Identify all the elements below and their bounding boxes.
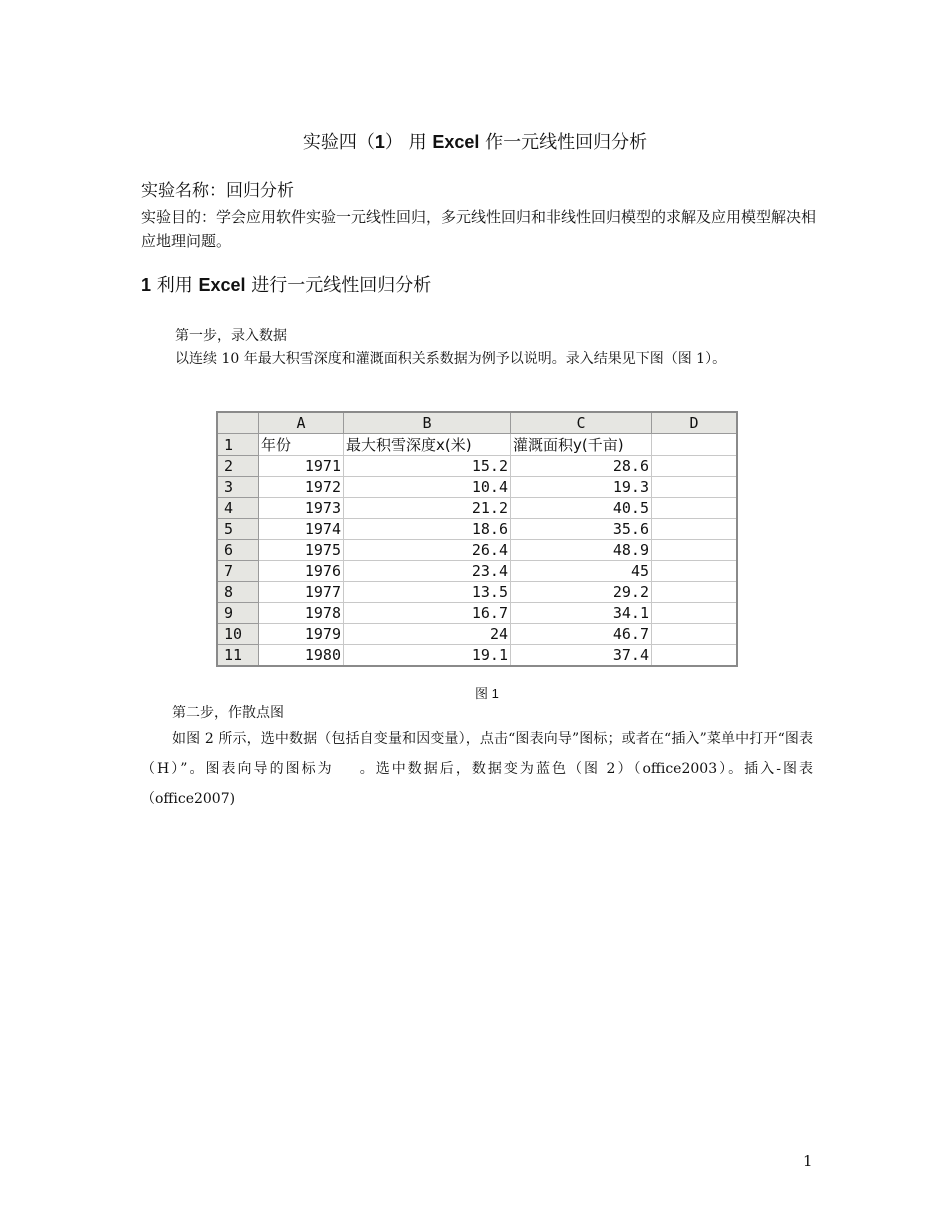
corner-cell[interactable] xyxy=(217,412,259,434)
cell[interactable]: 21.2 xyxy=(344,498,511,519)
cell[interactable]: 18.6 xyxy=(344,519,511,540)
step2-title: 第二步，作散点图 xyxy=(172,705,284,721)
cell[interactable]: 37.4 xyxy=(511,645,652,667)
cell[interactable]: 13.5 xyxy=(344,582,511,603)
cell[interactable]: 29.2 xyxy=(511,582,652,603)
row-header[interactable]: 8 xyxy=(217,582,259,603)
row-header[interactable]: 3 xyxy=(217,477,259,498)
row-header[interactable]: 1 xyxy=(217,434,259,456)
row-header[interactable]: 5 xyxy=(217,519,259,540)
table-row xyxy=(217,498,737,519)
cell[interactable] xyxy=(652,477,738,498)
table-row xyxy=(217,477,737,498)
cell[interactable] xyxy=(652,519,738,540)
table-row xyxy=(217,603,737,624)
cell[interactable]: 1976 xyxy=(259,561,344,582)
cell[interactable]: 40.5 xyxy=(511,498,652,519)
cell[interactable]: 1971 xyxy=(259,456,344,477)
row-header[interactable]: 10 xyxy=(217,624,259,645)
table-row xyxy=(217,434,737,456)
cell[interactable]: 35.6 xyxy=(511,519,652,540)
cell[interactable]: 28.6 xyxy=(511,456,652,477)
figure-caption: 图 1 xyxy=(475,686,499,701)
cell[interactable] xyxy=(652,603,738,624)
table-row xyxy=(217,519,737,540)
cell[interactable]: 16.7 xyxy=(344,603,511,624)
cell[interactable]: 1979 xyxy=(259,624,344,645)
cell[interactable] xyxy=(652,434,738,456)
cell[interactable]: 1975 xyxy=(259,540,344,561)
cell[interactable] xyxy=(652,645,738,667)
cell[interactable]: 48.9 xyxy=(511,540,652,561)
spreadsheet-table xyxy=(216,411,738,667)
cell[interactable] xyxy=(652,498,738,519)
cell[interactable]: 26.4 xyxy=(344,540,511,561)
cell[interactable]: 年份 xyxy=(259,434,344,456)
table-row xyxy=(217,624,737,645)
step1-title: 第一步，录入数据 xyxy=(175,328,287,344)
cell[interactable]: 19.3 xyxy=(511,477,652,498)
step1-body: 以连续 10 年最大积雪深度和灌溉面积关系数据为例予以说明。录入结果见下图（图 1）。 xyxy=(175,351,727,367)
row-header[interactable]: 9 xyxy=(217,603,259,624)
column-header-row xyxy=(217,412,737,434)
cell[interactable] xyxy=(652,540,738,561)
column-header-c[interactable]: C xyxy=(511,412,652,434)
cell[interactable]: 1974 xyxy=(259,519,344,540)
cell[interactable]: 1973 xyxy=(259,498,344,519)
cell[interactable]: 灌溉面积y(千亩) xyxy=(511,434,652,456)
cell[interactable]: 34.1 xyxy=(511,603,652,624)
table-row xyxy=(217,456,737,477)
cell[interactable]: 1972 xyxy=(259,477,344,498)
cell[interactable]: 1980 xyxy=(259,645,344,667)
column-header-b[interactable]: B xyxy=(344,412,511,434)
cell[interactable] xyxy=(652,561,738,582)
cell[interactable]: 15.2 xyxy=(344,456,511,477)
cell[interactable]: 最大积雪深度x(米) xyxy=(344,434,511,456)
table-row xyxy=(217,645,737,667)
section-heading: 1 利用 Excel 进行一元线性回归分析 xyxy=(141,275,432,296)
table-row xyxy=(217,582,737,603)
page-title: 实验四（1） 用 Excel 作一元线性回归分析 xyxy=(302,132,648,153)
cell[interactable]: 45 xyxy=(511,561,652,582)
cell[interactable]: 10.4 xyxy=(344,477,511,498)
cell[interactable]: 23.4 xyxy=(344,561,511,582)
cell[interactable] xyxy=(652,624,738,645)
cell[interactable]: 46.7 xyxy=(511,624,652,645)
cell[interactable]: 1978 xyxy=(259,603,344,624)
column-header-a[interactable]: A xyxy=(259,412,344,434)
table-row xyxy=(217,561,737,582)
experiment-purpose: 实验目的：学会应用软件实验一元线性回归，多元线性回归和非线性回归模型的求解及应用模型解决相应地理问题。 xyxy=(141,208,817,250)
step2-body: 如图 2 所示，选中数据（包括自变量和因变量），点击“图表向导”图标；或者在“插入”菜单中打开“图表（H）”。图表向导的图标为 。选中数据后，数据变为蓝色（图 2）（office2003）。插入-图表（office2007) xyxy=(141,731,813,807)
page-number: 1 xyxy=(803,1152,813,1170)
row-header[interactable]: 11 xyxy=(217,645,259,667)
cell[interactable]: 1977 xyxy=(259,582,344,603)
cell[interactable] xyxy=(652,456,738,477)
experiment-name: 实验名称：回归分析 xyxy=(141,181,294,201)
cell[interactable] xyxy=(652,582,738,603)
cell[interactable]: 24 xyxy=(344,624,511,645)
row-header[interactable]: 6 xyxy=(217,540,259,561)
row-header[interactable]: 7 xyxy=(217,561,259,582)
row-header[interactable]: 2 xyxy=(217,456,259,477)
column-header-d[interactable]: D xyxy=(652,412,738,434)
cell[interactable]: 19.1 xyxy=(344,645,511,667)
table-row xyxy=(217,540,737,561)
row-header[interactable]: 4 xyxy=(217,498,259,519)
